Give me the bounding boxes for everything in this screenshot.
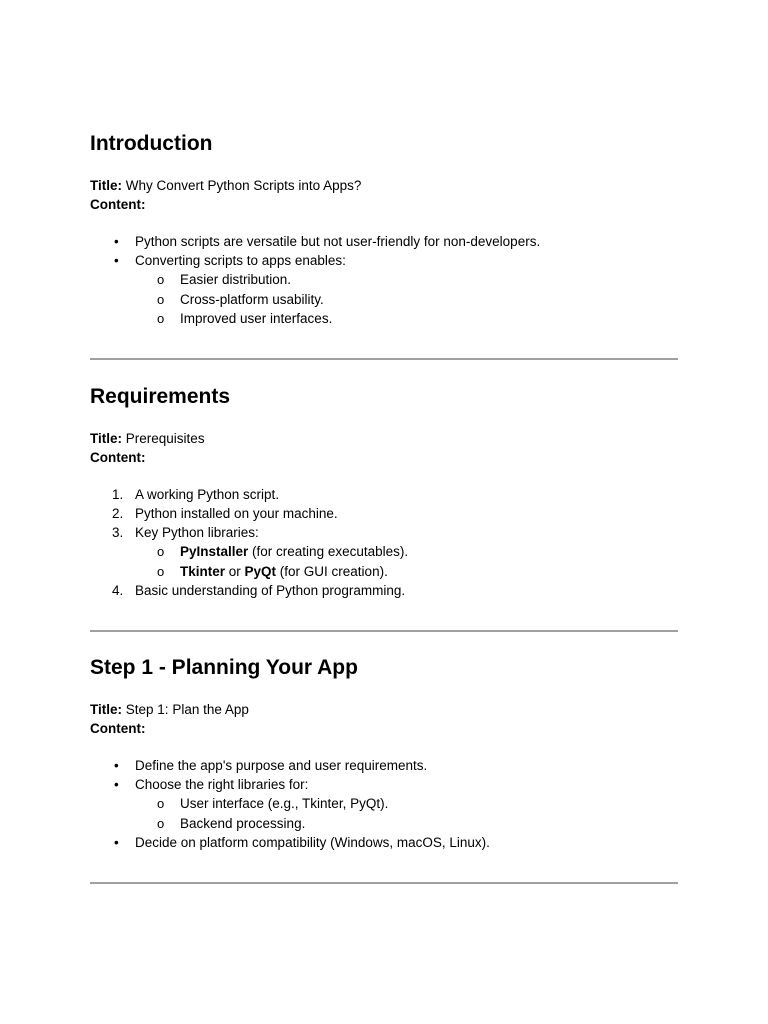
horizontal-divider: [90, 358, 678, 360]
list-item-text: Converting scripts to apps enables:: [135, 253, 346, 268]
bullet-icon: •: [114, 234, 119, 249]
title-line: [90, 700, 680, 719]
circle-bullet-icon: o: [157, 544, 165, 559]
sub-list-item: [90, 814, 680, 834]
library-name: PyInstaller: [180, 544, 249, 559]
list-item: [90, 485, 680, 504]
sub-list-item: [90, 309, 680, 329]
library-name: PyQt: [244, 563, 277, 579]
circle-bullet-icon: o: [157, 272, 165, 287]
section-meta: [90, 429, 680, 467]
circle-bullet-icon: o: [157, 563, 165, 579]
circle-bullet-icon: o: [157, 291, 165, 307]
list-item-text: Basic understanding of Python programming.: [135, 583, 406, 598]
list-item-text: A working Python script.: [135, 487, 280, 502]
circle-bullet-icon: o: [157, 815, 165, 831]
sub-list-item-text: Easier distribution.: [180, 272, 292, 287]
horizontal-divider: [90, 882, 678, 884]
connector-text: or: [225, 563, 245, 579]
section-heading: Step 1 - Planning Your App: [90, 656, 358, 679]
bullet-icon: •: [114, 835, 119, 850]
content-line: [90, 195, 680, 214]
content-line: [90, 448, 680, 467]
list-number: 1.: [112, 487, 124, 502]
section-meta: [90, 700, 680, 738]
bullet-list: [90, 232, 680, 329]
list-number: 3.: [112, 525, 124, 540]
list-item-text: Python scripts are versatile but not user-friendly for non-developers.: [135, 234, 541, 249]
content-label: Content:: [90, 197, 146, 212]
title-value: Prerequisites: [125, 431, 205, 446]
sub-list-item-text: (for creating executables).: [248, 544, 409, 559]
list-item: [90, 833, 680, 852]
bullet-list: [90, 756, 680, 852]
content-label: Content:: [90, 450, 146, 465]
library-name: Tkinter: [180, 563, 226, 579]
content-label: Content:: [90, 721, 146, 736]
section-step-1: [90, 656, 680, 852]
title-line: [90, 176, 680, 195]
title-line: [90, 429, 680, 448]
horizontal-divider: [90, 630, 678, 632]
bullet-icon: •: [114, 758, 119, 773]
sub-list-item: [90, 542, 680, 562]
title-label: Title:: [90, 702, 123, 717]
list-item: [90, 775, 680, 794]
list-item-text: Define the app's purpose and user requirements.: [135, 758, 428, 773]
sub-list-item: [90, 794, 680, 814]
bullet-icon: •: [114, 253, 119, 268]
title-label: Title:: [90, 431, 123, 446]
section-requirements: [90, 385, 680, 600]
list-item: [90, 581, 680, 600]
list-item-text: Python installed on your machine.: [135, 506, 338, 521]
sub-list-item-text: (for GUI creation).: [276, 563, 388, 579]
sub-list-item: [90, 290, 680, 310]
list-number: 4.: [112, 583, 124, 598]
list-number: 2.: [112, 506, 124, 521]
title-value: Step 1: Plan the App: [125, 702, 249, 717]
list-item-text: Choose the right libraries for:: [135, 777, 309, 792]
list-item: [90, 232, 680, 251]
sub-list-item-text: Cross-platform usability.: [180, 291, 324, 307]
sub-list-item: [90, 562, 680, 582]
list-item: [90, 756, 680, 775]
title-value: Why Convert Python Scripts into Apps?: [125, 178, 362, 193]
circle-bullet-icon: o: [157, 796, 165, 811]
numbered-list: [90, 485, 680, 600]
list-item: [90, 251, 680, 270]
section-introduction: [90, 132, 680, 329]
circle-bullet-icon: o: [157, 311, 165, 326]
section-heading: Requirements: [90, 385, 231, 408]
sub-list-item-text: Backend processing.: [180, 815, 306, 831]
sub-list-item-text: User interface (e.g., Tkinter, PyQt).: [180, 796, 389, 811]
bullet-icon: •: [114, 777, 119, 792]
list-item: [90, 504, 680, 523]
list-item-text: Decide on platform compatibility (Windows, macOS, Linux).: [135, 835, 490, 850]
title-label: Title:: [90, 178, 123, 193]
section-heading: Introduction: [90, 132, 213, 155]
list-item: [90, 523, 680, 542]
sub-list-item-text: Improved user interfaces.: [180, 311, 333, 326]
sub-list-item: [90, 270, 680, 290]
section-meta: [90, 176, 680, 214]
content-line: [90, 719, 680, 738]
list-item-text: Key Python libraries:: [135, 525, 259, 540]
